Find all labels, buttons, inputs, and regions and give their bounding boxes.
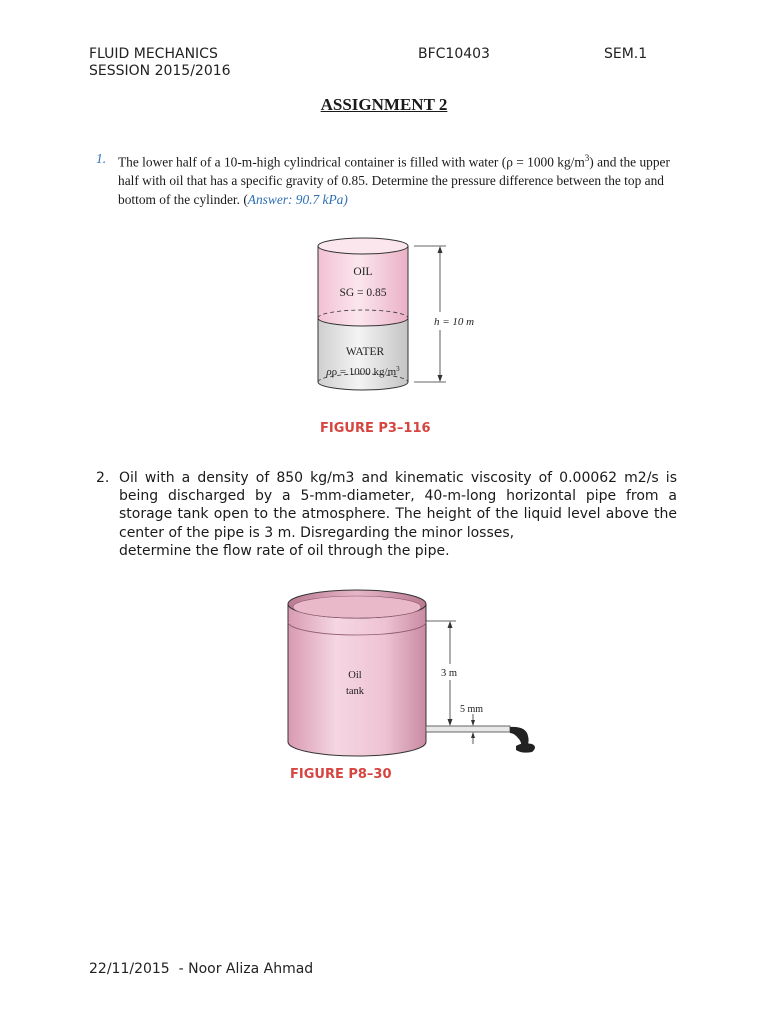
question-2-text-last: determine the flow rate of oil through the pipe. (119, 542, 450, 559)
sg-label: SG = 0.85 (339, 287, 387, 299)
question-1-sup: 3 (584, 153, 590, 163)
figure-p3-116-caption: FIGURE P3–116 (320, 421, 431, 436)
course-title: FLUID MECHANICS (89, 46, 218, 62)
course-code: BFC10403 (418, 46, 490, 62)
footer-date-author: 22/11/2015 - Noor Aliza Ahmad (89, 961, 314, 977)
figure-p8-30-caption: FIGURE P8–30 (290, 767, 392, 782)
session-label: SESSION 2015/2016 (89, 63, 231, 79)
question-1-text-b: ) and the upper half with oil that has a specific gravity of 0.85. Determine the pressure difference between the top and bottom of the cylinder. ( (118, 154, 670, 208)
assignment-title: ASSIGNMENT 2 (320, 95, 448, 114)
question-1-number: 1. (96, 151, 107, 166)
water-label: WATER (345, 346, 385, 358)
cylinder-top (318, 238, 408, 254)
rho-label: ρρ = 1000 $kg/m^3$ (326, 365, 400, 378)
oil-layer (318, 246, 408, 326)
tank-label-tank: tank (345, 686, 365, 697)
diameter-label: 5 mm (460, 704, 484, 715)
question-2-text (119, 469, 677, 560)
oil-label: OIL (353, 266, 373, 278)
question-1-answer: Answer: 90.7 kPa) (247, 192, 348, 208)
figure-p3-116 (300, 232, 480, 442)
height-label: h = 10 m (434, 316, 475, 328)
question-2-text-main: Oil with a density of 850 kg/m3 and kinematic viscosity of 0.00062 m2/s is being discharged by a 5-mm-diameter, 40-m-long horizontal pipe from a storage tank open to the atmosphere. The height of the liquid level above the center of the pipe is 3 m. Disregarding the minor losses, (119, 470, 677, 541)
figure-p8-30 (280, 586, 550, 791)
question-1-text (118, 149, 678, 209)
discharge-pipe (426, 726, 510, 732)
tank-label-oil: Oil (348, 670, 362, 681)
rho-label-text: ρ = 1000 kg/m (331, 366, 397, 378)
question-2-number: 2. (96, 470, 110, 486)
semester-label: SEM.1 (604, 46, 648, 62)
rho-label-sup: 3 (396, 365, 400, 373)
question-1-text-a: The lower half of a 10-m-high cylindrical container is filled with water (ρ = 1000 kg/m (118, 154, 585, 170)
height-3m-label: 3 m (441, 668, 458, 679)
